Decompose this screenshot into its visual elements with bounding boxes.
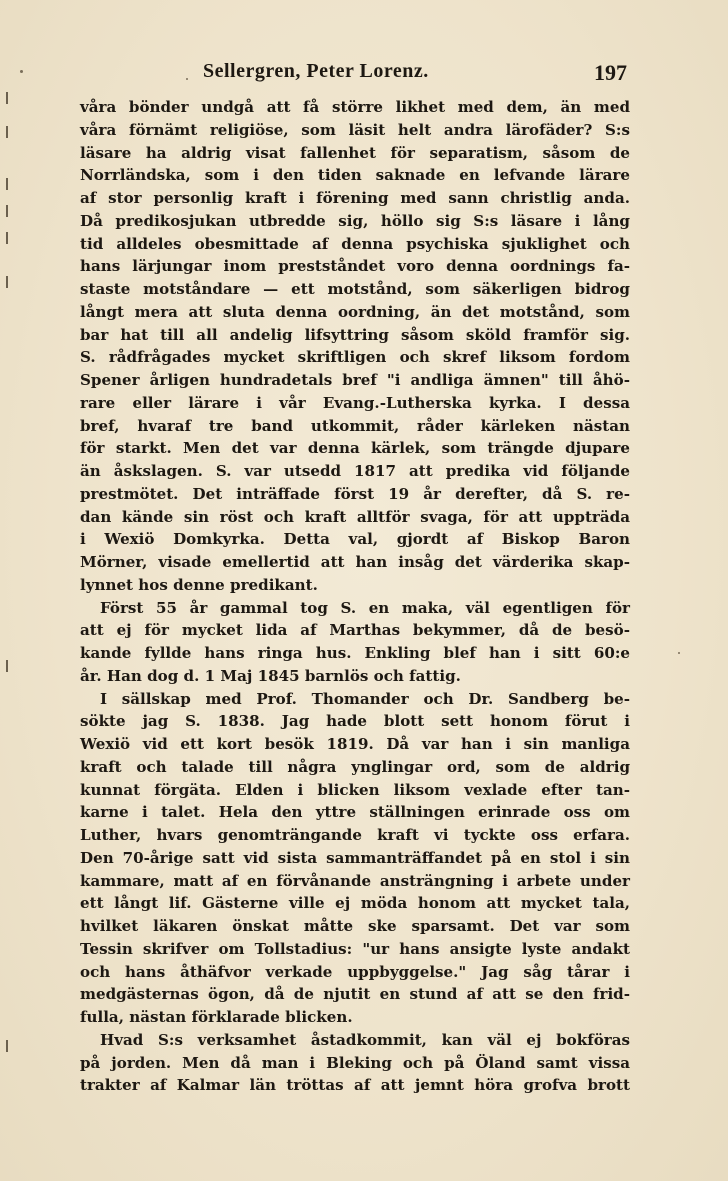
text-line: Då predikosjukan utbredde sig, höllo sig S:s läsare i lång xyxy=(80,211,630,230)
text-line: kraft och talade till några ynglingar ord, som de aldrig xyxy=(80,757,630,776)
margin-mark xyxy=(6,126,8,138)
page-number: 197 xyxy=(594,60,627,85)
paragraph-end-line: fulla, nästan förklarade blicken. xyxy=(80,1008,353,1026)
margin-mark xyxy=(6,276,8,288)
text-line: läsare ha aldrig visat fallenhet för separatism, såsom de xyxy=(80,143,630,162)
text-line: staste motståndare — ett motstånd, som säkerligen bidrog xyxy=(80,280,630,298)
text-line: S. rådfrågades mycket skriftligen och skref liksom fordom xyxy=(80,348,630,367)
paragraph-end-line: år. Han dog d. 1 Maj 1845 barnlös och fattig. xyxy=(80,666,461,685)
margin-mark xyxy=(6,178,8,190)
text-line: för starkt. Men det var denna kärlek, som trängde djupare xyxy=(80,439,630,458)
margin-mark xyxy=(6,92,8,104)
text-line: och hans åthäfvor verkade uppbyggelse." Jag såg tårar i xyxy=(80,962,630,981)
text-line: rare eller lärare i vår Evang.-Lutherska kyrka. I dessa xyxy=(80,393,630,412)
running-head: Sellergren, Peter Lorenz. xyxy=(203,60,429,82)
paper-speck xyxy=(20,70,23,73)
text-line: än åskslagen. S. var utsedd 1817 att predika vid följande xyxy=(80,462,630,480)
text-line: hvilket läkaren önskat måtte ske sparsamt. Det var som xyxy=(80,917,630,935)
text-line: bref, hvaraf tre band utkommit, råder kärleken nästan xyxy=(80,416,630,435)
text-line: kunnat förgäta. Elden i blicken liksom vexlade efter tan- xyxy=(80,780,630,799)
text-line: i Wexiö Domkyrka. Detta val, gjordt af Biskop Baron xyxy=(80,530,630,549)
paragraph-start-line: Hvad S:s verksamhet åstadkommit, kan väl ej bokföras xyxy=(100,1030,630,1049)
text-line: Norrländska, som i den tiden saknade en lefvande lärare xyxy=(80,166,630,185)
text-line: medgästernas ögon, då de njutit en stund af att se den frid- xyxy=(80,985,630,1004)
text-line: sökte jag S. 1838. Jag hade blott sett honom förut i xyxy=(80,712,630,731)
text-line: kande fyllde hans ringa hus. Enkling blef han i sitt 60:e xyxy=(80,644,630,662)
body-text xyxy=(80,96,630,1097)
margin-mark xyxy=(6,1040,8,1052)
text-line: långt mera att sluta denna oordning, än det motstånd, som xyxy=(80,302,630,321)
text-line: våra bönder undgå att få större likhet med dem, än med xyxy=(80,98,630,116)
text-line: tid alldeles obesmittade af denna psychiska sjuklighet och xyxy=(80,234,630,253)
text-line: Den 70-årige satt vid sista sammanträffandet på en stol i sin xyxy=(80,848,630,867)
paragraph-end-line: lynnet hos denne predikant. xyxy=(80,575,318,594)
text-line: af stor personlig kraft i förening med sann christlig anda. xyxy=(80,189,630,207)
margin-mark xyxy=(6,205,8,217)
text-line: karne i talet. Hela den yttre ställningen erinrade oss om xyxy=(80,803,630,822)
text-line: dan kände sin röst och kraft alltför svaga, för att uppträda xyxy=(80,507,630,526)
text-line: våra förnämt religiöse, som läsit helt andra lärofäder? S:s xyxy=(80,120,630,139)
text-line: bar hat till all andelig lifsyttring såsom sköld framför sig. xyxy=(80,325,630,344)
text-line: hans lärjungar inom prestståndet voro denna oordnings fa- xyxy=(80,257,630,276)
paragraph-start-line: I sällskap med Prof. Thomander och Dr. Sandberg be- xyxy=(100,689,630,708)
margin-mark xyxy=(6,232,8,244)
text-line: prestmötet. Det inträffade först 19 år derefter, då S. re- xyxy=(80,484,630,503)
paper-speck xyxy=(678,652,680,654)
paper-speck xyxy=(186,78,188,80)
text-line: Luther, hvars genomträngande kraft vi tyckte oss erfara. xyxy=(80,826,630,844)
page-header xyxy=(195,60,627,90)
text-line: på jorden. Men då man i Bleking och på Öland samt vissa xyxy=(80,1053,630,1072)
paragraph-start-line: Först 55 år gammal tog S. en maka, väl egentligen för xyxy=(100,598,630,617)
text-line: att ej för mycket lida af Marthas bekymmer, då de besö- xyxy=(80,621,630,640)
margin-mark xyxy=(6,660,8,672)
text-line: Tessin skrifver om Tollstadius: "ur hans ansigte lyste andakt xyxy=(80,939,630,958)
text-line: trakter af Kalmar län tröttas af att jemnt höra grofva brott xyxy=(80,1076,630,1095)
text-line: ett långt lif. Gästerne ville ej möda honom att mycket tala, xyxy=(80,894,630,913)
text-line: kammare, matt af en förvånande ansträngning i arbete under xyxy=(80,871,630,890)
text-line: Spener årligen hundradetals bref "i andliga ämnen" till åhö- xyxy=(80,371,630,389)
text-line: Mörner, visade emellertid att han insåg det värderika skap- xyxy=(80,553,630,571)
text-line: Wexiö vid ett kort besök 1819. Då var han i sin manliga xyxy=(80,735,630,753)
